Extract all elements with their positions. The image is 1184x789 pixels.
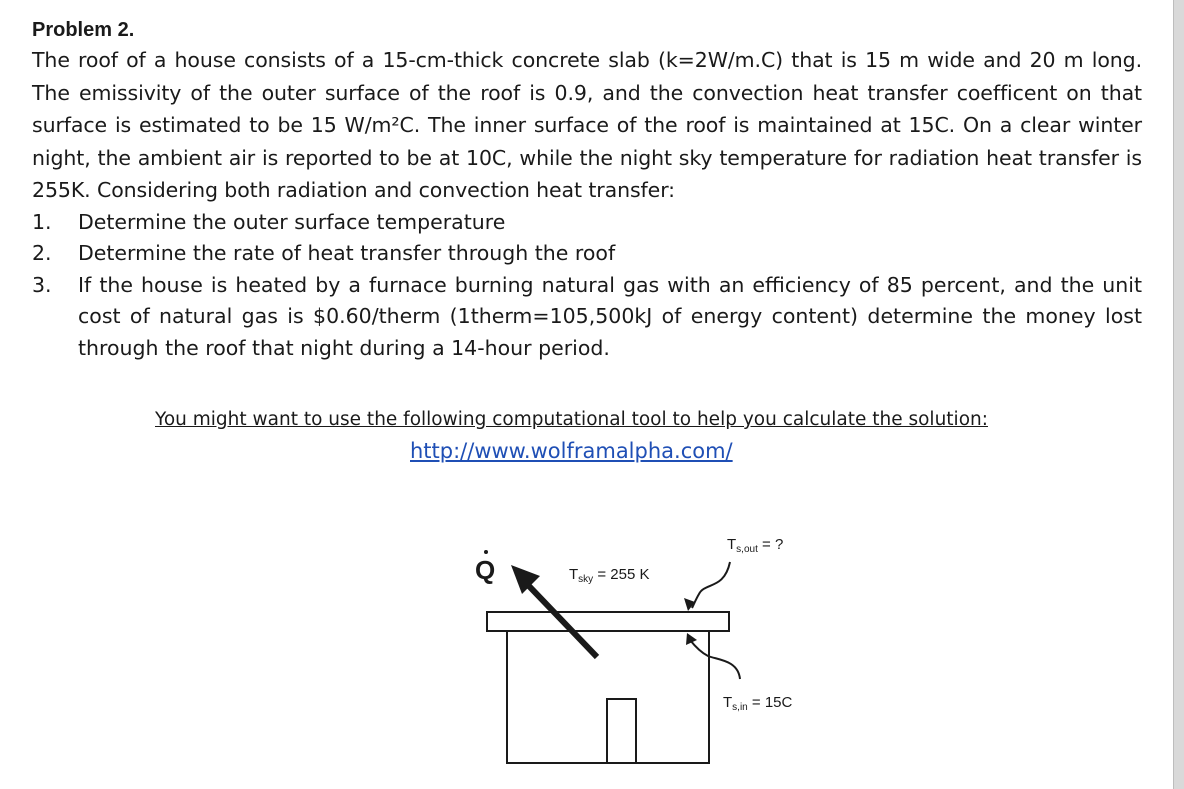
problem-heading: Problem 2. xyxy=(32,19,135,41)
task-text: Determine the rate of heat transfer through the roof xyxy=(78,241,616,265)
t-out-sub: s,out xyxy=(736,544,758,555)
task-number: 2. xyxy=(32,241,52,265)
t-in-sub: s,in xyxy=(732,702,748,713)
tool-note: You might want to use the following computational tool to help you calculate the solution: xyxy=(155,409,988,430)
q-label: Q xyxy=(475,555,496,585)
t-in-value: = 15C xyxy=(747,694,793,711)
t-sky-base: T xyxy=(569,566,579,583)
t-in-base: T xyxy=(723,694,733,711)
wolframalpha-link[interactable]: http://www.wolframalpha.com/ xyxy=(410,439,733,463)
t-out-base: T xyxy=(727,536,737,553)
t-sky-value: = 255 K xyxy=(593,566,650,583)
roof-slab xyxy=(487,612,729,631)
task-number: 3. xyxy=(32,272,52,297)
outer-surface-pointer xyxy=(692,562,730,608)
task-text: If the house is heated by a furnace burning natural gas with an efficiency of 85 percent, and the unit cost of natural gas is $0.60/therm (1therm=105,500kJ of energy content) determine the money lost through the roof that night during a 14-hour period. xyxy=(78,272,1142,360)
house-door xyxy=(607,699,636,763)
task-number: 1. xyxy=(32,209,52,234)
t-out-label xyxy=(727,536,783,559)
t-sky-label xyxy=(569,566,649,589)
inner-surface-pointer xyxy=(690,640,740,679)
task-text: Determine the outer surface temperature xyxy=(78,209,506,234)
q-dot xyxy=(484,550,488,554)
problem-statement: The roof of a house consists of a 15-cm-thick concrete slab (k=2W/m.C) that is 15 m wide and 20 m long. The emissivity of the outer surface of the roof is 0.9, and the convection heat transfer coefficent on that surface is estimated to be 15 W/m²C. The inner surface of the roof is maintained at 15C. On a clear winter night, the ambient air is reported to be at 10C, while the night sky temperature for radiation heat transfer is 255K. Considering both radiation and convection heat transfer: xyxy=(32,48,1142,202)
t-out-value: = ? xyxy=(757,536,784,553)
t-in-label xyxy=(723,694,792,717)
t-sky-sub: sky xyxy=(578,574,594,585)
